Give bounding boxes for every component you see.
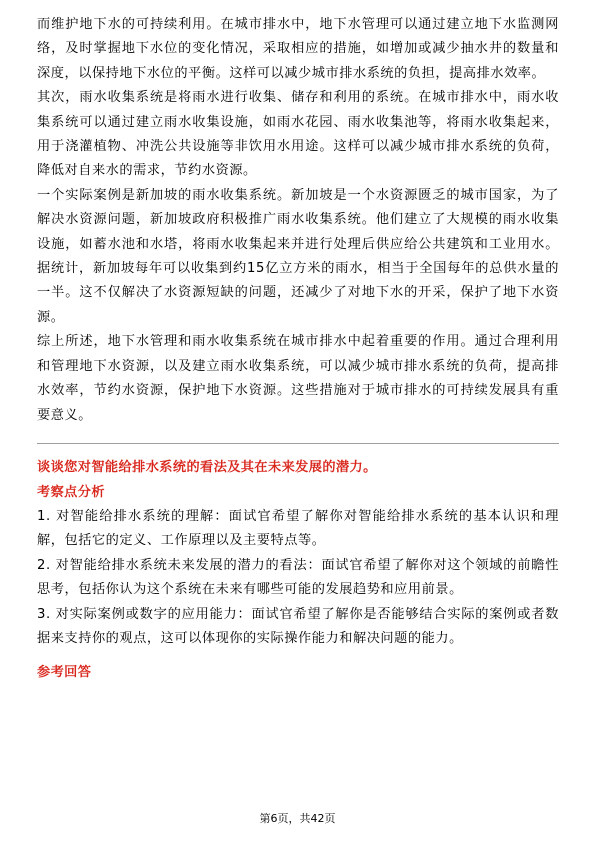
- section-divider: [37, 443, 559, 444]
- body-paragraph: 其次，雨水收集系统是将雨水进行收集、储存和利用的系统。在城市排水中，雨水收集系统可以通过建立雨水收集设施，如雨水花园、雨水收集池等，将雨水收集起来，用于浇灌植物、冲洗公共设施等非饮用水用途。这样可以减少城市排水系统的负荷，降低对自来水的需求，节约水资源。: [37, 90, 559, 179]
- analysis-heading: 考察点分析: [37, 484, 105, 500]
- analysis-point: 1. 对智能给排水系统的理解：面试官希望了解你对智能给排水系统的基本认识和理解，包括它的定义、工作原理以及主要特点等。: [37, 508, 559, 549]
- body-paragraph: 一个实际案例是新加坡的雨水收集系统。新加坡是一个水资源匮乏的城市国家，为了解决水资源问题，新加坡政府积极推广雨水收集系统。他们建立了大规模的雨水收集设施，如蓄水池和水塔，将雨水收集起来并进行处理后供应给公共建筑和工业用水。据统计，新加坡每年可以收集到约15亿立方米的雨水，相当于全国每年的总供水量的一半。这不仅解决了水资源短缺的问题，还减少了对地下水的开采，保护了地下水资源。: [37, 187, 559, 325]
- body-paragraph: 而维护地下水的可持续利用。在城市排水中，地下水管理可以通过建立地下水监测网络，及时掌握地下水位的变化情况，采取相应的措施，如增加或减少抽水井的数量和深度，以保持地下水位的平衡。这样可以减少城市排水系统的负担，提高排水效率。: [37, 17, 559, 81]
- page-number-footer: 第6页，共42页: [259, 812, 336, 825]
- analysis-point: 2. 对智能给排水系统未来发展的潜力的看法：面试官希望了解你对这个领域的前瞻性思考，包括你认为这个系统在未来有哪些可能的发展趋势和应用前景。: [37, 557, 559, 598]
- interview-question: 谈谈您对智能给排水系统的看法及其在未来发展的潜力。: [37, 459, 377, 475]
- reference-answer-heading: 参考回答: [37, 665, 92, 681]
- analysis-point: 3. 对实际案例或数字的应用能力：面试官希望了解你是否能够结合实际的案例或者数据来支持你的观点，这可以体现你的实际操作能力和解决问题的能力。: [37, 606, 559, 646]
- body-paragraph: 综上所述，地下水管理和雨水收集系统在城市排水中起着重要的作用。通过合理利用和管理地下水资源，以及建立雨水收集系统，可以减少城市排水系统的负荷，提高排水效率，节约水资源，保护地下水资源。这些措施对于城市排水的可持续发展具有重要意义。: [37, 334, 559, 423]
- document-page: [37, 13, 559, 685]
